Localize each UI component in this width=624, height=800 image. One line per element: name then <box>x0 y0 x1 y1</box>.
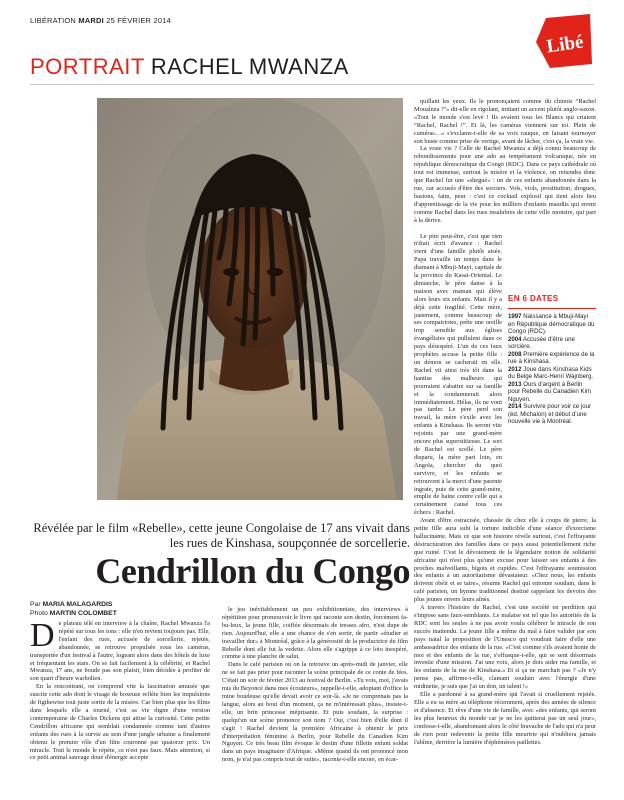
body-paragraph: le jeu inévitablement un peu exhibitionniste, des interviews à répétition pour promouvoir le livre qui raconte son destin, forcément fa-bu-leux, la jeune fille, coiffée désormais de tresses afro, n'est dupe de rien. Aujourd'hui, elle a une chance de s'en sortir, de partir «étudier et travailler dur» à Montréal, grâce à la générosité de la productrice du film Rebelle dont elle fut la vedette. Alors elle s'agrippe à ce loto inespéré, comme à une planche de salut. <box>222 606 408 661</box>
body-paragraph: Avant d'être ostracisée, chassée de chez elle à coups de pierre, la petite fille aura subi la torture indicible d'une séance d'exorcisme hallucinante. Mais ce que son histoire révèle surtout, c'est l'effrayante déstructuration des familles dans ce pays aussi potentiellement riche que ruiné. C'est le dévoiement de la légendaire notion de solidarité africaine qui n'est plus qu'une excuse pour laisser ses enfants à des proches malveillants, bigots et cupides. C'est l'effrayante soumission des enfants à un autoritarisme dévastateur. «Chez nous, les enfants doivent obéir et se taire», résume Rachel qui entonne soudain, dans le café parisien, un hymne traditionnel destiné rappelant les devoirs des plus jeunes envers leurs aînés. <box>414 517 596 604</box>
body-paragraph: En la rencontrant, on comprend vite la fascination amusée que suscite cette ado dont le visage de boxeuse reflète bien les impulsions de figthewise tout juste sortie de la misère. Car bien plus que les films dans lesquels elle a tourné, c'est sa vie digne d'une version contemporaine de Charles Dickens qui attise la curiosité. Cette petite Cendrillon africaine qui semblait condamnée comme tant d'autres enfants des rues à la survie au sein d'une jungle urbaine a finalement obtenu le premier rôle d'un film couronné par quatorze prix. Un miracle. Tout le monde le répète, ce n'est pas faux. Mais attention, si ce petit animal sauvage doué d'énergie accepte <box>30 683 210 762</box>
dates-heading: EN 6 DATES <box>508 294 559 303</box>
date-entry: 1997 Naissance à Mbuji-Mayi en République démocratique du Congo (RDC). <box>508 313 595 335</box>
section-title <box>30 54 349 80</box>
body-paragraph: De plateau télé en interview à la chaîne, Rachel Mwanza l'a répété sur tous les tons : elle n'en revient toujours pas. Elle, l'enfant des rues, accusée de sorcellerie, rejetée, abandonnée, se retrouve propulsée sous les caméras, transportée d'un festival à l'autre, logeant alors dans des hôtels de luxe et fréquentant les stars. On se fait facilement à la célébrité, et Rachel Mwanza, 17 ans, ne boude pas son plaisir, bien décidée à profiter de son quart d'heure warholien. <box>30 620 210 683</box>
body-paragraph: Dans le café parisien où on la retrouve un après-midi de janvier, elle ne se fait pas prier pour raconter la scène principale de ce conte de fées. C'était un soir de février 2013 au festival de Berlin. «Tu vois, moi, j'avais mis du Beyoncé dans mes écouteurs», rappelle-t-elle, adoptant d'office la mine boudeuse qu'elle devait avoir ce soir-là. «Je ne comprenais pas la langue, alors au bout d'un moment, ça ne m'intéressait plus», insiste-t-elle, un brin princesse méprisante. Et puis soudain, la surprise : quelqu'un sur scène prononce son nom ? Oui, c'est bien d'elle dont il s'agit ! Rachel devient la première Africaine à obtenir le prix d'interprétation féminine à Berlin, pour Rebelle du Canadien Kim Nguyen. Ce très beau film évoque le destin d'une fillette enfant soldat dans un pays imaginaire d'Afrique. «Même quand ils ont prononcé mon nom, je n'ai pas compris tout de suite», raconte-t-elle encore, en écar- <box>222 661 408 764</box>
date-entry: 2004 Accusée d'être une sorcière. <box>508 335 575 350</box>
paper-name: LIBÉRATION <box>30 16 77 25</box>
body-paragraph: La vraie vie ? Celle de Rachel Mwanza a déjà connu beaucoup de rebondissements pour une ado au tempérament volcanique, née en république démocratique du Congo (RDC). Dans ce pays cathédrale où tout est immense, surtout la misère et la violence, on retiendra donc que Rachel fut une «shegué» : un de ces enfants abandonnés dans la rue, car accusés d'être des sorciers. Vols, viols, prostitution, drogues, bastons, faim, peur : c'est ce cocktail explosif qui tient alors lieu d'apprentissage de la vie pour les milliers d'enfants maudits qui errent comme Rachel dans les rues insalubres de cette ville monstre, qui part à la dérive. <box>414 145 596 224</box>
body-paragraph: quillant les yeux. Ils le prononçaient comme du chinois “Rachel Mouaînza !”» dit-elle en rigolant, imitant un accent plutôt anglo-saxon. «Tout le monde s'est levé ! Ils avaient tous les Blancs qui criaient “Rachel, Rachel !”. Et là, les caméras viennent sur toi. Plein de caméras…» s'exclame-t-elle de sa voix rauque, en faisant tournoyer son buste comme prise de vertige, avant de lâcher, c'est ça, la vraie vie. <box>414 98 596 145</box>
photo-credit: Photo MARTIN COLOMBET <box>30 610 117 617</box>
date-entry: 2014 Survivre pour voir ce jour (éd. Michalon) et début d'une nouvelle vie à Montréal. <box>508 403 591 425</box>
section-subject-name: RACHEL MWANZA <box>150 54 349 79</box>
section-kicker: PORTRAIT <box>30 54 145 79</box>
drop-cap: D <box>30 620 55 654</box>
article-column-middle <box>222 606 408 786</box>
dates-box <box>508 294 596 426</box>
article-headline: Cendrillon du Congo <box>95 551 410 591</box>
portrait-photo <box>97 98 403 500</box>
article-deck: Révélée par le film «Rebelle», cette jeune Congolaise de 17 ans vivait dans les rues de Kinshasa, soupçonnée de sorcellerie. <box>33 521 410 550</box>
date-entry: 2013 Ours d'argent à Berlin pour Rebelle du Canadien Kim Nguyen. <box>508 380 591 403</box>
byline <box>30 600 210 618</box>
article-column-left <box>30 620 210 786</box>
author-line: Par MARIA MALAGARDIS <box>30 601 113 608</box>
body-paragraph: Elle a pardonné à sa grand-mère qui l'avait si cruellement rejetée. Elle a eu sa mère au téléphone récemment, après des années de silence et d'absence. Et rêve d'une vie de famille, avec «des enfants, qui seront les plus heureux du monde car je ne les quitterai pas un seul jour», confesse-t-elle, abandonnant alors le côté bravache de l'ado qui n'a peur de rien pour redevenir la petite fille meurtrie qui n'oubliera jamais l'abîme, derrière la lumière d'éphémères paillettes. <box>414 691 596 746</box>
logo-text: Libé <box>545 31 585 58</box>
libe-logo <box>536 12 596 70</box>
date-entry: 2008 Première expérience de la rue à Kinshasa. <box>508 350 595 365</box>
author-name: MARIA MALAGARDIS <box>42 601 113 608</box>
body-paragraph: Le pire peut-être, c'est que rien n'était écrit d'avance : Rachel vient d'une famille plutôt aisée. Papa travaille un temps dans le diamant à Mbuji-Mayi, capitale de la province du Kasaï-Oriental. Le dimanche, le père danse à la maison avec maman qui élève alors leurs six enfants. Mais il y a déjà cette fragilité. Cette mère, justement, comme beaucoup de ses compatriotes, prête une oreille trop sensible aux églises évangélistes qui pullulent dans ce pays désespéré. L'un de ces faux prophètes accuse la petite fille : un démon se cacherait en elle. Rachel vit ainsi très tôt dans la hantise des malheurs qui pourraient s'abattre sur sa famille et la condamnerait alors immédiatement. Hélas, ils ne vont pas tarder. Le père perd son travail, la mère s'exile avec les enfants à Kinshasa. Ils seront vite rejoints par une grand-mère encore plus superstitieuse. Le sort de Rachel est scellé. Le père disparu, la mère part loin, en Angola, chercher du quoi survivre, et les enfants se retrouvent à la merci d'une parente ingrate, puis de cette grand-mère, emplie de haine contre celle qui a certainement causé tous ces échecs : Rachel. <box>414 232 502 517</box>
masthead <box>30 16 594 30</box>
photographer-name: MARTIN COLOMBET <box>49 610 117 617</box>
body-paragraph: A travers l'histoire de Rachel, c'est une société en perdition qui s'impose sans faux-semblants. Le malaise est tel que les autorités de la RDC sont les seules à ne pas avoir voulu célébrer le miracle de son succès inattendu. La jeune fille a même du mal à faire valider par son pays natal la proposition de l'Unesco qui voudrait faire d'elle une ambassadrice des enfants de la rue. «C'est comme s'ils avaient honte de moi et des enfants de la rue, s'offusque-t-elle, qui se sent désormais investie d'une mission. J'ai une voix, alors je dois aider ma famille, et les enfants de la rue de Kinshasa.» Et si ça ne marchait pas ? «Je n'y pense pas, affirme-t-elle, clamant soudain avec l'énergie d'une midinette, je suis que j'ai un don, un talent !» <box>414 604 596 691</box>
article-column-right <box>414 98 596 786</box>
section-rule <box>30 84 594 85</box>
issue-date: 25 FÉVRIER 2014 <box>106 16 171 25</box>
issue-day: MARDI <box>78 16 104 25</box>
dates-rule <box>508 308 596 309</box>
date-entry: 2012 Joue dans Kinshasa Kids du Belge Marc-Henri Wajnberg. <box>508 365 594 380</box>
